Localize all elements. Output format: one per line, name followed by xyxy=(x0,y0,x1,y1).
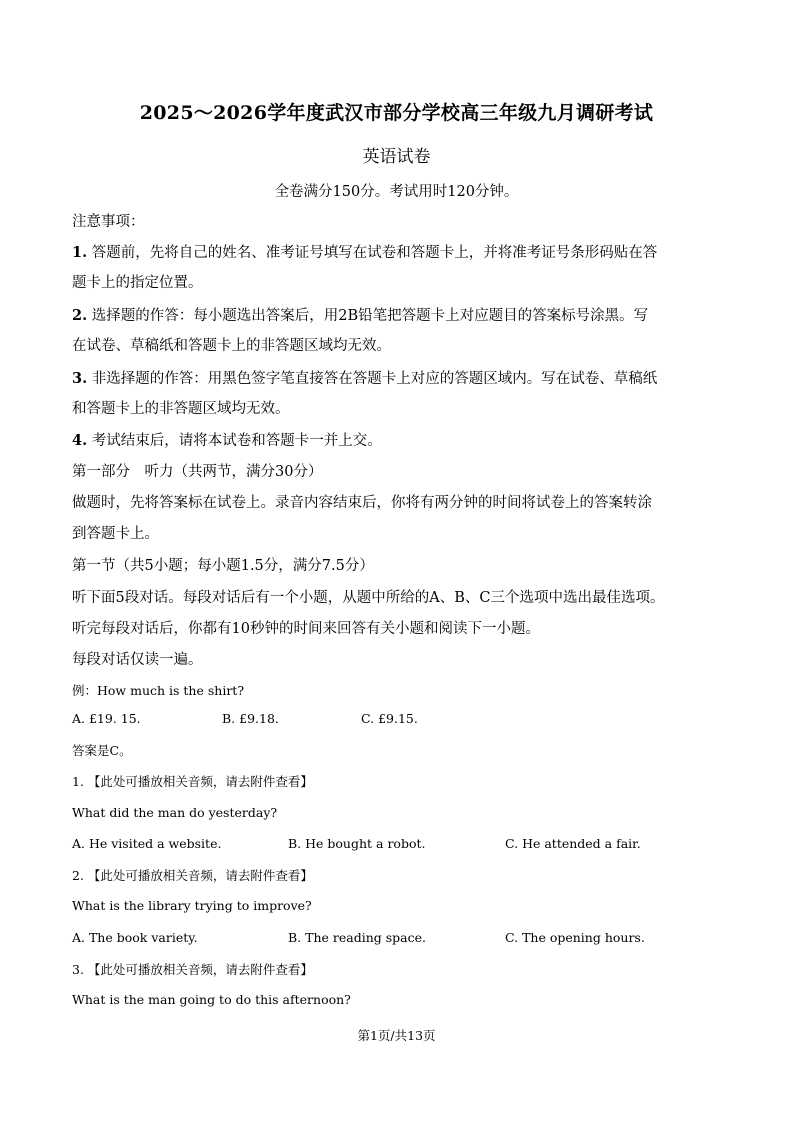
part1-instr-line2: 到答题卡上。 xyxy=(72,526,159,542)
note-4-line1: 考试结束后，请将本试卷和答题卡一并上交。 xyxy=(91,433,382,449)
example-answer: 答案是C。 xyxy=(72,743,132,758)
section1-instr-line2: 听完每段对话后，你都有10秒钟的时间来回答有关小题和阅读下一小题。 xyxy=(72,621,540,637)
q1-option-b: B. He bought a robot. xyxy=(288,836,426,851)
score-info: 全卷满分150分。考试用时120分钟。 xyxy=(274,184,519,200)
example-question: 例：How much is the shirt? xyxy=(72,683,245,698)
q1-option-a: A. He visited a website. xyxy=(72,836,222,851)
note-1-line2: 题卡上的指定位置。 xyxy=(72,275,203,291)
q2-option-c: C. The opening hours. xyxy=(505,930,645,945)
example-option-c: C. £9.15. xyxy=(361,711,418,726)
note-3 xyxy=(72,367,657,388)
example-option-a: A. £19. 15. xyxy=(72,711,141,726)
q2-option-b: B. The reading space. xyxy=(288,930,426,945)
section1-heading: 第一节（共5小题；每小题1.5分，满分7.5分） xyxy=(72,558,374,574)
note-2 xyxy=(72,304,648,325)
q2-option-a: A. The book variety. xyxy=(72,930,198,945)
q3-audio-label: 3. 【此处可播放相关音频，请去附件查看】 xyxy=(72,962,313,977)
note-1 xyxy=(72,241,657,262)
note-3-line2: 和答题卡上的非答题区域均无效。 xyxy=(72,401,290,417)
note-1-line1: 答题前，先将自己的姓名、准考证号填写在试卷和答题卡上，并将准考证号条形码贴在答 xyxy=(91,245,658,261)
notes-heading: 注意事项： xyxy=(72,214,145,230)
note-2-number: 2. xyxy=(72,307,88,324)
section1-instr-line3: 每段对话仅读一遍。 xyxy=(72,652,203,668)
part1-instr-line1: 做题时，先将答案标在试卷上。录音内容结束后，你将有两分钟的时间将试卷上的答案转涂 xyxy=(72,495,652,511)
q1-question: What did the man do yesterday? xyxy=(72,805,278,820)
q3-question: What is the man going to do this afternoon? xyxy=(72,992,351,1007)
note-4-number: 4. xyxy=(72,432,88,449)
note-3-number: 3. xyxy=(72,370,88,387)
note-4 xyxy=(72,429,382,450)
note-1-number: 1. xyxy=(72,244,88,261)
q1-audio-label: 1. 【此处可播放相关音频，请去附件查看】 xyxy=(72,774,313,789)
exam-subtitle: 英语试卷 xyxy=(362,147,431,167)
section1-instr-line1: 听下面5段对话。每段对话后有一个小题，从题中所给的A、B、C三个选项中选出最佳选项。 xyxy=(72,590,665,606)
exam-title: 2025～2026学年度武汉市部分学校高三年级九月调研考试 xyxy=(139,102,654,124)
page-number: 第1页/共13页 xyxy=(357,1028,436,1043)
q1-option-c: C. He attended a fair. xyxy=(505,836,641,851)
note-3-line1: 非选择题的作答：用黑色签字笔直接答在答题卡上对应的答题区域内。写在试卷、草稿纸 xyxy=(91,371,658,387)
example-option-b: B. £9.18. xyxy=(222,711,279,726)
part1-heading: 第一部分 听力（共两节，满分30分） xyxy=(72,464,323,480)
q2-audio-label: 2. 【此处可播放相关音频，请去附件查看】 xyxy=(72,868,313,883)
note-2-line2: 在试卷、草稿纸和答题卡上的非答题区域均无效。 xyxy=(72,338,391,354)
note-2-line1: 选择题的作答：每小题选出答案后，用2B铅笔把答题卡上对应题目的答案标号涂黑。写 xyxy=(91,308,649,324)
q2-question: What is the library trying to improve? xyxy=(72,898,312,913)
